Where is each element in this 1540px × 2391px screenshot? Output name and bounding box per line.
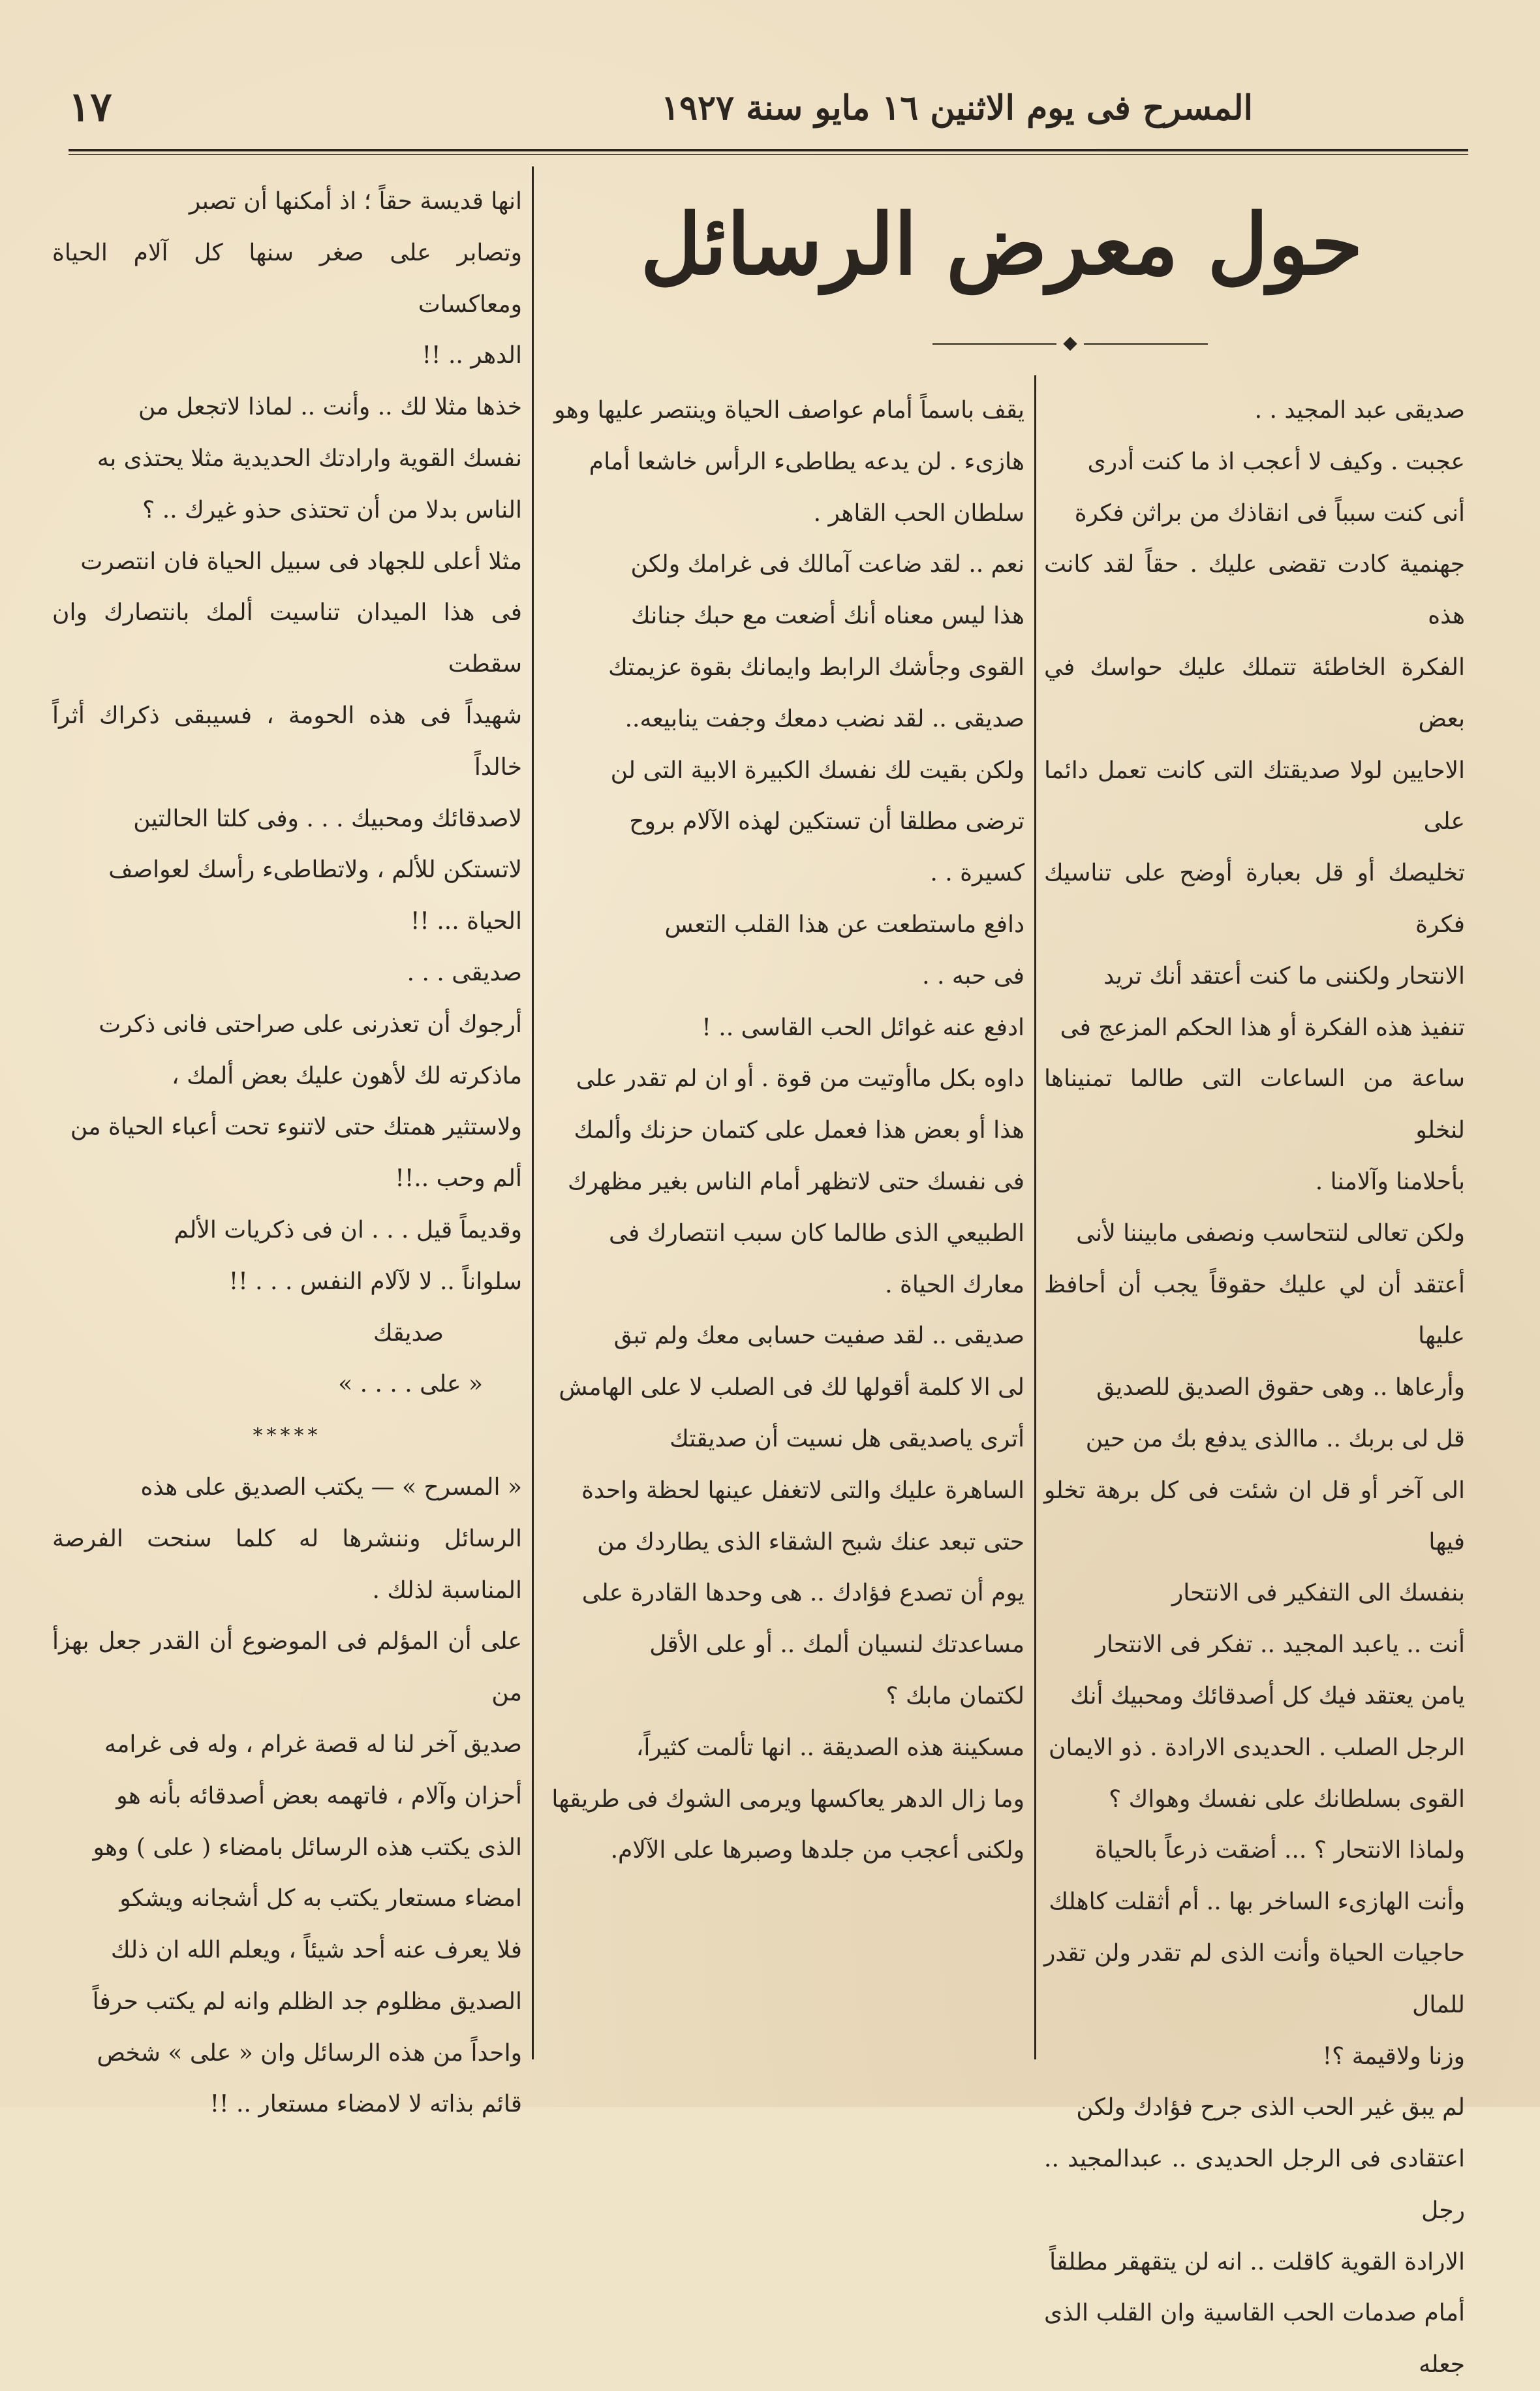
text-line: دافع ماستطعت عن هذا القلب التعس xyxy=(664,911,1024,938)
text-line: اعتقادى فى الرجل الحديدى .. عبدالمجيد .. رجل xyxy=(1044,2146,1465,2224)
text-line: ترضى مطلقا أن تستكين لهذه الآلام بروح xyxy=(629,808,1024,836)
text-line: الذى يكتب هذه الرسائل بامضاء ( على ) وهو xyxy=(93,1834,522,1861)
text-line: يوم أن تصدع فؤادك .. هى وحدها القادرة على xyxy=(581,1580,1024,1607)
article-title: حول معرض الرسائل xyxy=(640,196,1363,294)
text-line: أرجوك أن تعذرنى على صراحتى فانى ذكرت xyxy=(99,1010,522,1038)
text-line: خذها مثلا لك .. وأنت .. لماذا لاتجعل من xyxy=(138,394,522,421)
text-line: مساعدتك لنسيان ألمك .. أو على الأقل xyxy=(649,1631,1024,1659)
text-line: يقف باسماً أمام عواصف الحياة وينتصر عليها وهو xyxy=(554,397,1024,424)
text-line: مثلا أعلى للجهاد فى سبيل الحياة فان انتصرت xyxy=(80,548,522,575)
column-divider-right xyxy=(1034,375,1036,2059)
text-line: لاصدقائك ومحبيك . . . وفى كلتا الحالتين xyxy=(133,805,522,832)
text-line: سلطان الحب القاهر . xyxy=(813,499,1024,527)
text-line: داوه بكل ماأوتيت من قوة . أو ان لم تقدر على xyxy=(576,1065,1024,1093)
text-line: تنفيذ هذه الفكرة أو هذا الحكم المزعج فى xyxy=(1060,1014,1465,1041)
text-line: قل لى بربك .. ماالذى يدفع بك من حين xyxy=(1085,1425,1465,1452)
text-line: هذا ليس معناه أنك أضعت مع حبك جنانك xyxy=(630,602,1024,630)
text-line: فى نفسك حتى لاتظهر أمام الناس بغير مظهرك xyxy=(567,1168,1024,1195)
text-line: ولماذا الانتحار ؟ ... أضقت ذرعاً بالحياة xyxy=(1094,1837,1465,1864)
text-line: عجبت . وكيف لا أعجب اذ ما كنت أدرى xyxy=(1087,448,1465,475)
text-line: بأحلامنا وآلامنا . xyxy=(1315,1168,1465,1195)
text-line: صديقى . . . xyxy=(407,959,522,986)
text-line: وتصابر على صغر سنها كل آلام الحياة ومعاكسات xyxy=(52,239,522,318)
text-line: الصديق مظلوم جد الظلم وانه لم يكتب حرفاً xyxy=(92,1988,522,2015)
text-line: فلا يعرف عنه أحد شيئاً ، ويعلم الله ان ذلك xyxy=(110,1937,522,1964)
text-line: أنى كنت سبباً فى انقاذك من براثن فكرة xyxy=(1074,499,1465,527)
text-line: صديقى .. لقد نضب دمعك وجفت ينابيعه.. xyxy=(624,705,1024,732)
text-line: قائم بذاته لا لامضاء مستعار .. !! xyxy=(209,2091,522,2118)
text-line: الحياة ... !! xyxy=(410,908,522,935)
text-line: فى هذا الميدان تناسيت ألمك بانتصارك وان سقطت xyxy=(52,599,522,678)
text-line: أعتقد أن لي عليك حقوقاً يجب أن أحافظ عليها xyxy=(1044,1271,1465,1350)
text-line: صديقك xyxy=(373,1319,444,1347)
header-rule xyxy=(69,149,1468,151)
text-line: أمام صدمات الحب القاسية وان القلب الذى جعله xyxy=(1044,2300,1465,2379)
text-line: القوى بسلطانك على نفسك وهواك ؟ xyxy=(1109,1785,1465,1813)
text-line: ولكن بقيت لك نفسك الكبيرة الابية التى لن xyxy=(610,757,1024,784)
text-line: ادفع عنه غوائل الحب القاسى .. ! xyxy=(701,1014,1024,1041)
text-line: الارادة القوية كاقلت .. انه لن يتقهقر مطلقاً xyxy=(1049,2248,1465,2275)
text-line: الرجل الصلب . الحديدى الارادة . ذو الايمان xyxy=(1049,1734,1465,1761)
text-line: لاتستكن للألم ، ولاتطاطىء رأسك لعواصف xyxy=(108,856,522,884)
text-line: الناس بدلا من أن تحتذى حذو غيرك .. ؟ xyxy=(142,496,522,524)
text-line: أترى ياصديقى هل نسيت أن صديقتك xyxy=(670,1425,1024,1452)
text-line: وأرعاها .. وهى حقوق الصديق للصديق xyxy=(1096,1374,1465,1401)
text-line: كسيرة . . xyxy=(930,860,1024,887)
text-line: سلواناً .. لا لآلام النفس . . . !! xyxy=(228,1268,522,1295)
text-line: وزنا ولاقيمة ؟! xyxy=(1322,2042,1465,2070)
text-line: ماذكرته لك لأهون عليك بعض ألمك ، xyxy=(172,1062,522,1089)
text-line: يامن يعتقد فيك كل أصدقائك ومحبيك أنك xyxy=(1070,1682,1465,1710)
text-line: ولكنى أعجب من جلدها وصبرها على الآلام. xyxy=(610,1837,1024,1864)
text-line: الدهر .. !! xyxy=(422,342,522,369)
text-line: امضاء مستعار يكتب به كل أشجانه ويشكو xyxy=(119,1885,522,1913)
running-title: المسرح فى يوم الاثنين ١٦ مايو سنة ١٩٢٧ xyxy=(661,88,1253,128)
text-line: ألم وحب ..!! xyxy=(395,1165,522,1193)
text-line: ولاستثير همتك حتى لاتنوء تحت أعباء الحياة من xyxy=(70,1114,522,1141)
text-line: لكتمان مابك ؟ xyxy=(886,1682,1024,1710)
text-line: الطبيعي الذى طالما كان سبب انتصارك فى xyxy=(609,1219,1024,1247)
text-line: على أن المؤلم فى الموضوع أن القدر جعل بهزأ من xyxy=(52,1628,522,1707)
text-line: أنت .. ياعبد المجيد .. تفكر فى الانتحار xyxy=(1095,1631,1465,1659)
article-column-right xyxy=(1044,385,1465,2391)
page-header xyxy=(69,83,1468,150)
text-line: حاجيات الحياة وأنت الذى لم تقدر ولن تقدر للمال xyxy=(1044,1939,1465,2018)
text-line: انها قديسة حقاً ؛ اذ أمكنها أن تصبر xyxy=(189,188,522,215)
text-line: ساعة من الساعات التى طالما تمنيناها لنخلو xyxy=(1044,1065,1465,1144)
text-line: الى آخر أو قل ان شئت فى كل برهة تخلو فيها xyxy=(1044,1477,1465,1555)
column-divider-left xyxy=(532,166,534,2059)
text-line: وما زال الدهر يعاكسها ويرمى الشوك فى طريقها xyxy=(551,1785,1024,1813)
text-line: صديقى عبد المجيد . . xyxy=(1254,397,1465,424)
page-number: ١٧ xyxy=(69,83,112,131)
text-line: الرسائل وننشرها له كلما سنحت الفرصة المناسبة لذلك . xyxy=(52,1525,522,1604)
text-line: مسكينة هذه الصديقة .. انها تألمت كثيراً، xyxy=(636,1734,1024,1761)
text-line: « المسرح » — يكتب الصديق على هذه xyxy=(140,1473,522,1501)
article-column-left xyxy=(52,176,522,2131)
text-line: الفكرة الخاطئة تتملك عليك حواسك في بعض xyxy=(1044,653,1465,732)
text-line: حتى تبعد عنك شبح الشقاء الذى يطاردك من xyxy=(597,1528,1024,1555)
text-line: صديقى .. لقد صفيت حسابى معك ولم تبق xyxy=(613,1322,1024,1350)
text-line: جهنمية كادت تقضى عليك . حقاً لقد كانت هذه xyxy=(1044,551,1465,630)
text-line: ***** xyxy=(253,1424,322,1448)
text-line: « على . . . . » xyxy=(338,1371,483,1398)
text-line: أحزان وآلام ، فاتهمه بعض أصدقائه بأنه هو xyxy=(116,1782,522,1809)
text-line: صديق آخر لنا له قصة غرام ، وله فى غرامه xyxy=(104,1730,522,1758)
title-ornament xyxy=(907,330,1233,356)
header-rule-thin xyxy=(69,154,1468,155)
text-line: نفسك القوية وارادتك الحديدية مثلا يحتذى به xyxy=(97,445,522,472)
text-line: القوى وجأشك الرابط وايمانك بقوة عزيمتك xyxy=(608,653,1024,681)
text-line: فى حبه . . xyxy=(922,962,1024,990)
text-line: نعم .. لقد ضاعت آمالك فى غرامك ولكن xyxy=(630,551,1024,578)
text-line: هازىء . لن يدعه يطاطىء الرأس خاشعا أمام xyxy=(589,448,1024,475)
text-line: الانتحار ولكننى ما كنت أعتقد أنك تريد xyxy=(1103,962,1465,990)
text-line: هذا أو بعض هذا فعمل على كتمان حزنك وألمك xyxy=(574,1117,1024,1144)
text-line: شهيداً فى هذه الحومة ، فسيبقى ذكراك أثراً خالداً xyxy=(52,702,522,781)
text-line: ولكن تعالى لنتحاسب ونصفى مابيننا لأنى xyxy=(1076,1219,1465,1247)
text-line: بنفسك الى التفكير فى الانتحار xyxy=(1171,1580,1465,1607)
text-line: تخليصك أو قل بعبارة أوضح على تناسيك فكرة xyxy=(1044,860,1465,938)
text-line: معارك الحياة . xyxy=(885,1271,1024,1298)
ornament-diamond-icon: ◆ xyxy=(1063,332,1077,353)
text-line: وأنت الهازىء الساخر بها .. أم أثقلت كاهلك xyxy=(1049,1888,1465,1916)
text-line: لم يبق غير الحب الذى جرح فؤادك ولكن xyxy=(1076,2094,1465,2121)
text-line: الساهرة عليك والتى لاتغفل عينها لحظة واحدة xyxy=(581,1477,1024,1504)
text-line: واحداً من هذه الرسائل وان « على » شخص xyxy=(97,2039,522,2067)
article-column-middle xyxy=(545,385,1024,1877)
text-line: لى الا كلمة أقولها لك فى الصلب لا على الهامش xyxy=(559,1374,1024,1401)
text-line: وقديماً قيل . . . ان فى ذكريات الألم xyxy=(174,1216,522,1243)
text-line: الاحايين لولا صديقتك التى كانت تعمل دائما على xyxy=(1044,757,1465,836)
